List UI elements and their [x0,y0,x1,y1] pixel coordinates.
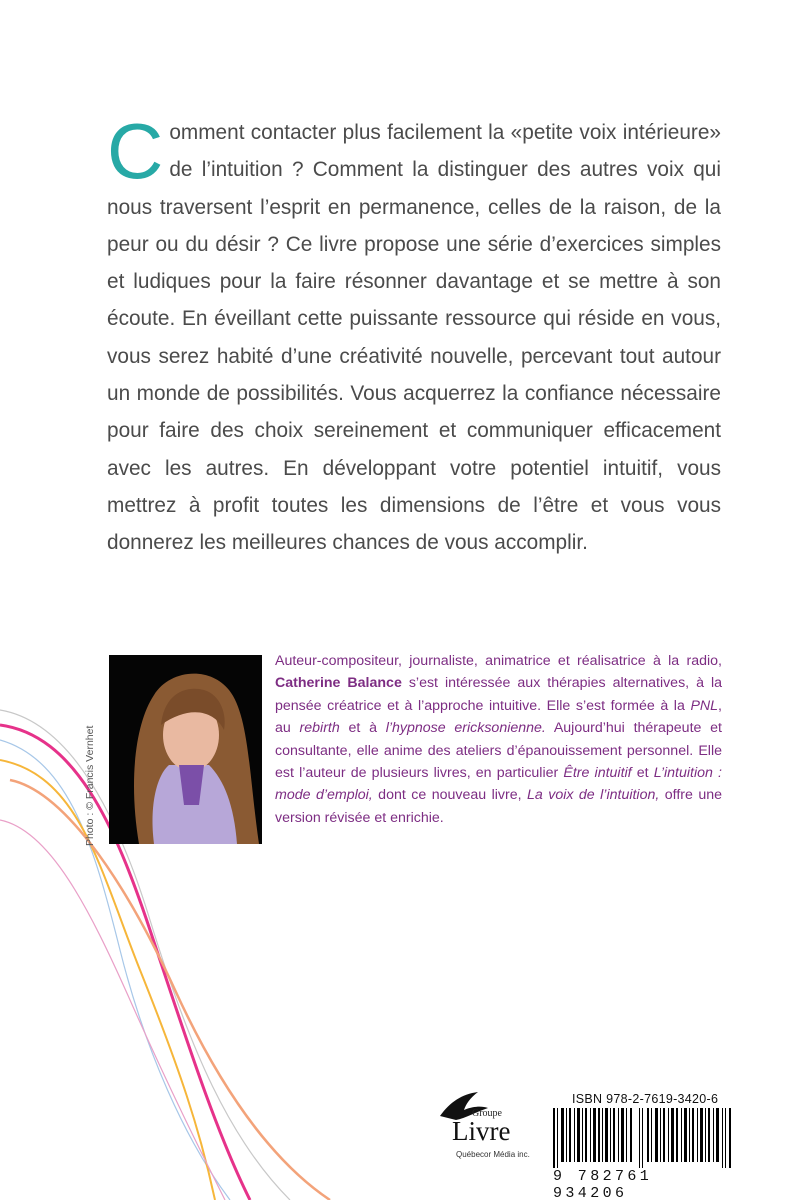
publisher-livre: Livre [452,1116,511,1146]
barcode-number: 9 782761 934206 [553,1168,653,1202]
author-photo [109,655,262,844]
bio-text: Aujourd’hui thérapeute et consultante, elle anime des ateliers d’épanouissement personnel. Elle est l’auteur de plusieurs livres, en particulier [275,720,722,782]
bio-text: offre une version révisée et enrichie. [275,787,723,826]
bio-text: , au [275,697,722,737]
bio-text: et [631,765,654,782]
dropcap-letter: C [107,107,164,195]
bio-text: dont ce nouveau livre, [372,787,527,804]
blurb-text: omment contacter plus facilement la «petite voix intérieure» de l’intuition ? Comment la distinguer des autres voix qui nous traversent l’esprit en permanence, celles de la raison, de la peur ou du désir ? Ce livre propose une série d’exercices simples et ludiques pour la faire résonner davantage et se mettre à son écoute. En éveillant cette puissante ressource qui réside en vous, vous serez habité d’une créativité nouvelle, percevant tout autour un monde de possibilités. Vous acquerrez la confiance nécessaire pour faire des choix sereinement et communiquer efficacement avec les autres. En développant votre potentiel intuitif, vous mettrez à profit toutes les dimensions de l’être et vous vous donnerez les meilleures chances de vous accomplir. [107,121,721,555]
isbn-label: ISBN 978-2-7619-3420-6 [572,1092,719,1106]
author-name: Catherine Balance [275,675,402,692]
book-title: La voix de l’intuition, [527,787,660,804]
publisher-groupe: Groupe [472,1108,502,1119]
barcode [553,1108,733,1168]
bio-text: Auteur-compositeur, journaliste, animatrice et réalisatrice à la radio, [275,653,722,669]
book-title: L’intuition : mode d’emploi, [275,765,722,804]
author-bio [275,650,722,829]
photo-credit: Photo : © Francis Vernhet [84,725,96,846]
bio-text: s’est intéressée aux thérapies alternatives, à la pensée créatrice et à l’approche intuitive. Elle s’est formée à la [275,675,723,714]
back-cover-blurb [107,107,721,562]
bio-term: PNL [690,697,719,714]
bio-term: rebirth [299,720,340,737]
bio-term: l’hypnose ericksonienne. [385,720,546,737]
book-title: Être intuitif [563,765,632,782]
publisher-logo [432,1088,532,1178]
bio-text: et à [339,720,386,737]
publisher-tagline: Québecor Média inc. [456,1150,530,1159]
